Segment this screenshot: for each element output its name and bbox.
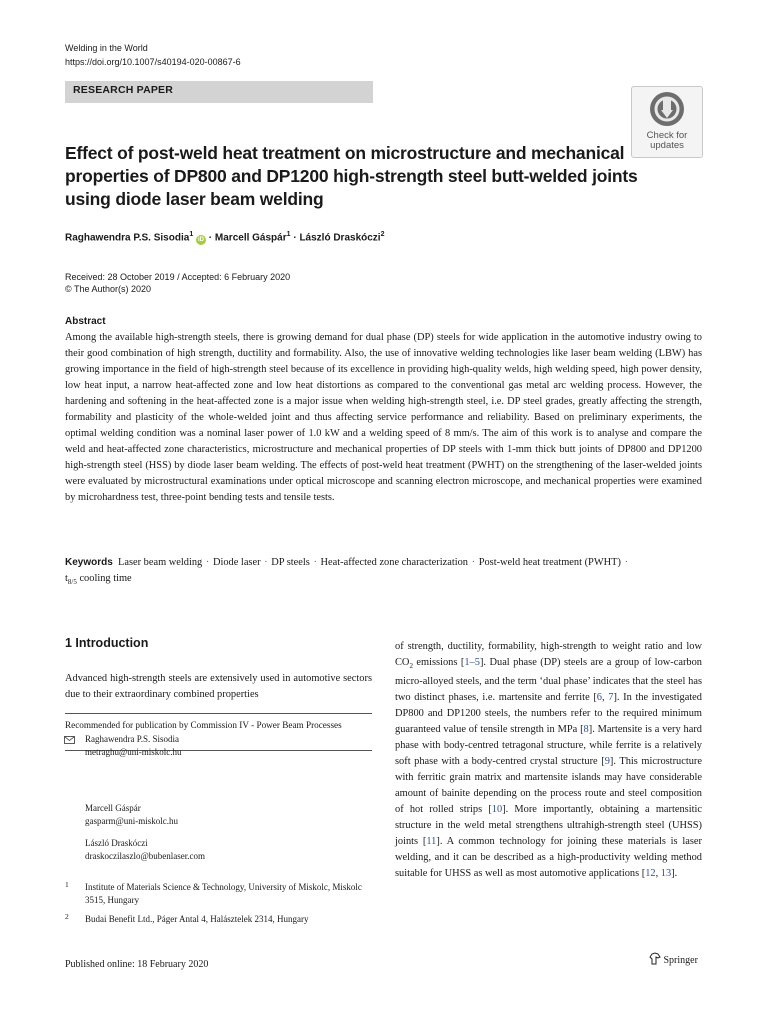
keyword-separator: ·	[264, 557, 268, 568]
contact-email[interactable]: metraghu@uni-miskolc.hu	[85, 747, 182, 757]
keywords	[65, 555, 705, 590]
citation-link[interactable]: 13	[660, 868, 672, 880]
check-updates-line2: updates	[650, 140, 684, 151]
article-dates	[65, 271, 290, 295]
publisher-name: Springer	[663, 955, 698, 966]
publisher-logo	[649, 952, 698, 966]
contact-block	[85, 733, 182, 759]
keyword: $t_{8/5}$ cooling time	[65, 573, 132, 587]
orcid-icon[interactable]: iD	[198, 237, 204, 244]
affiliation: Budai Benefit Ltd., Páger Antal 4, Halásztelek 2314, Hungary	[85, 914, 309, 924]
contact-name: László Draskóczi	[85, 838, 148, 848]
affiliation: Institute of Materials Science & Technology, University of Miskolc, Miskolc 3515, Hungary	[85, 882, 362, 905]
author-affiliation-mark: 2	[380, 231, 385, 238]
section-heading-introduction: 1 Introduction	[65, 636, 149, 650]
keyword-separator: ·	[205, 557, 210, 568]
contact-block	[85, 837, 205, 863]
author-affiliation-mark: 1	[189, 231, 194, 238]
contact-name: Marcell Gáspár	[85, 803, 141, 813]
copyright: © The Author(s) 2020	[65, 284, 152, 294]
citation-link[interactable]: 12	[645, 868, 656, 880]
keyword: DP steels	[271, 557, 310, 568]
article-type-banner	[65, 81, 373, 103]
keyword: Laser beam welding	[118, 557, 203, 568]
keyword-separator: ·	[624, 557, 629, 568]
keyword-separator: ·	[313, 557, 317, 568]
doi-link[interactable]: https://doi.org/10.1007/s40194-020-00867-6	[65, 57, 241, 67]
author-name[interactable]: Marcell Gáspár	[214, 232, 287, 244]
check-updates-line1: Check for	[646, 130, 688, 141]
recommended-note: Recommended for publication by Commission IV - Power Beam Processes	[65, 720, 342, 730]
paper-title: Effect of post-weld heat treatment on microstructure and mechanical properties of DP800 and DP1200 high-strength steel butt-welded joints using diode laser beam welding	[65, 143, 638, 209]
citation-link[interactable]: 7	[608, 692, 614, 704]
keyword-separator: ·	[471, 557, 476, 568]
intro-right-text: of strength, ductility, formability, high-strength to weight ratio and low $CO_2$ emissions [1–5]. Dual phase (DP) steels are a group of low-carbon micro-alloyed steels, and the term ‘dual phase’ indicates that the steel has two distinct phases, i.e. martensite and ferrite [6, 7]. In the investigated DP800 and DP1200 steels, the numbers refer to the required minimum guaranteed value of tensile strength in MPa [8]. Martensite is a very hard phase with body-centred tetragonal structure, while ferrite is a relatively soft phase with a body-centred crystal structure [9]. This microstructure with ferritic grain matrix and martensite islands may have considerable amount of bainite depending on the process route and steel composition of hot rolled strips [10]. More importantly, obtaining a martensitic structure in the weld metal strengthens ultrahigh-strength steel (UHSS) joints [11]. A common technology for joining these materials is laser welding, and it can be described as a high-productivity welding method suitable for UHSS as well as most automotive applications [12, 13].	[395, 641, 703, 880]
check-updates-icon	[649, 91, 685, 129]
citation-link[interactable]: 6	[596, 692, 602, 704]
intro-left-text: Advanced high-strength steels are extensively used in automotive sectors due to their extraordinary combined properties	[65, 673, 372, 700]
abstract-heading: Abstract	[65, 316, 106, 327]
affiliation-number: 2	[65, 912, 69, 921]
abstract-text: Among the available high-strength steels, there is growing demand for dual phase (DP) steels for wide application in the automotive industry owing to their good combination of high strength, ductility and formability. Also, the use of innovative welding technologies like laser beam welding (LBW) has growing importance in the field of high-strength steel because of its excellence in providing high-quality welds, high welding speed, high power density, low heat input, a narrow heat-affected zone and low heat distortions as compared to the conventional gas metal arc welding process. However, the hardening and softening in the heat-affected zone is a major issue when welding high-strength steel, i.e. DP steel grades, greatly affecting the strength, formability and plasticity of the whole-welded joint and thus affecting service performance and reliability. Based on preliminary experiments, the optimal welding condition was a nominal laser power of 1.0 kW and a welding speed of 8 mm/s. The aim of this work is to analyse and compare the weld and heat-affected zone characteristics, microstructure and mechanical properties of DP steels with 1-mm thick butt joints of DP800 and DP1200 high-strength steel (HSS) by diode laser beam welding. The effects of post-weld heat treatment (PWHT) on the strengthening of the laser-welded joints were evaluated by microstructural examinations under optical microscope and scanning electron microscope, and mechanical properties were examined by microhardness test, three-point bending tests and tensile tests.	[65, 332, 702, 503]
citation-link[interactable]: 1–5	[464, 657, 480, 668]
citation-link[interactable]: 9	[604, 756, 610, 768]
citation-link[interactable]: 11	[426, 836, 437, 848]
received-accepted: Received: 28 October 2019 / Accepted: 6 February 2020	[65, 272, 291, 282]
keyword: Heat-affected zone characterization	[320, 557, 468, 568]
springer-horse-icon	[649, 952, 661, 965]
article-type-label: RESEARCH PAPER	[73, 84, 174, 96]
affiliation-number: 1	[65, 880, 69, 889]
keyword: Post-weld heat treatment (PWHT)	[478, 557, 621, 568]
envelope-icon	[64, 735, 76, 745]
author-name[interactable]: László Draskóczi	[299, 232, 381, 244]
footnote-divider	[65, 713, 372, 714]
author-name[interactable]: Raghawendra P.S. Sisodia	[65, 232, 190, 244]
contact-email[interactable]: draskoczilaszlo@bubenlaser.com	[85, 851, 205, 861]
author-list	[65, 231, 385, 245]
author-separator: ·	[293, 232, 297, 244]
author-affiliation-mark: 1	[286, 231, 291, 238]
contact-block	[85, 802, 178, 828]
journal-header	[65, 41, 241, 69]
keyword: Diode laser	[212, 557, 261, 568]
author-separator: ·	[208, 232, 213, 244]
contact-name: Raghawendra P.S. Sisodia	[85, 734, 179, 744]
citation-link[interactable]: 8	[583, 724, 589, 736]
published-online: Published online: 18 February 2020	[65, 959, 209, 970]
keywords-label: Keywords	[65, 557, 113, 568]
citation-link[interactable]: 10	[491, 804, 503, 816]
contact-email[interactable]: gasparm@uni-miskolc.hu	[85, 816, 179, 826]
journal-name: Welding in the World	[65, 43, 148, 53]
